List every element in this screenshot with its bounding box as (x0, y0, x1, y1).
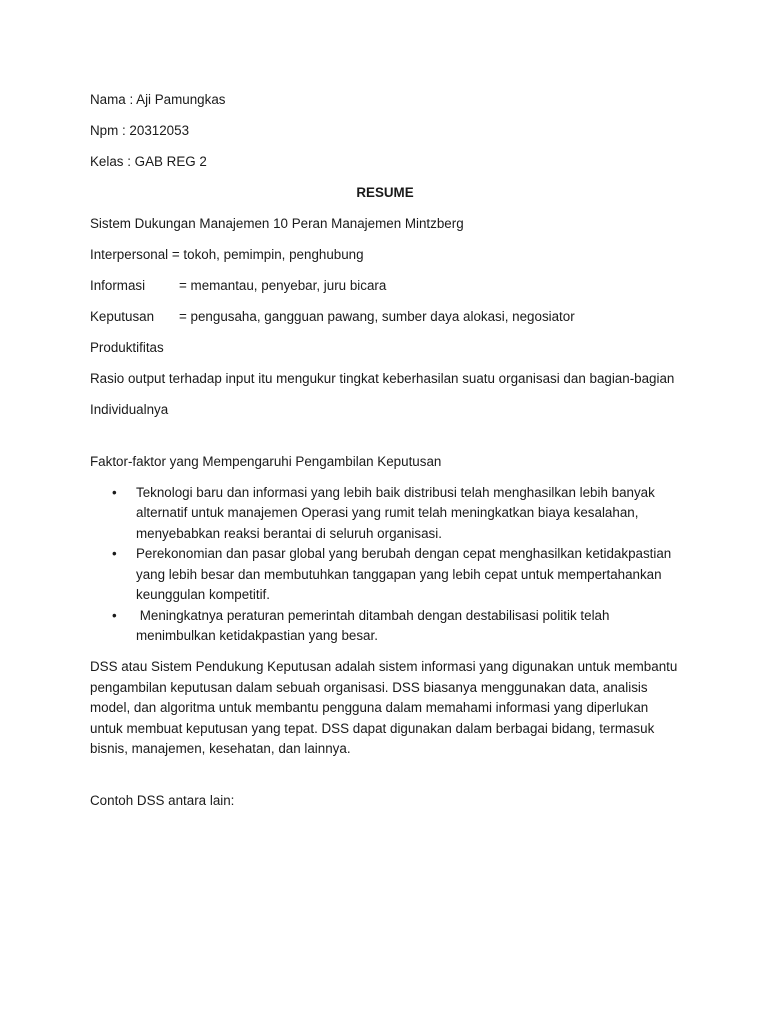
factor-item (90, 544, 680, 606)
bullet-icon: • (112, 484, 117, 500)
factor-item (90, 606, 680, 647)
role-row-keputusan (90, 307, 680, 328)
factor-text: Teknologi baru dan informasi yang lebih baik distribusi telah menghasilkan lebih banyak alternatif untuk manajemen Operasi yang rumit telah meningkatkan biaya kesalahan, menyebabkan reaksi berantai di seluruh organisasi. (136, 484, 655, 541)
bullet-icon: • (112, 546, 117, 561)
student-npm: Npm : 20312053 (90, 123, 190, 138)
examples-heading: Contoh DSS antara lain: (90, 792, 235, 808)
role-definition: = pengusaha, gangguan pawang, sumber daya alokasi, negosiator (179, 309, 575, 324)
spacer (90, 770, 680, 791)
document-title: RESUME (356, 185, 414, 200)
individual-line: Individualnya (90, 402, 169, 417)
factors-list (90, 483, 680, 647)
student-name: Nama : Aji Pamungkas (90, 92, 226, 107)
intro-line: Sistem Dukungan Manajemen 10 Peran Manajemen Mintzberg (90, 216, 464, 231)
dss-paragraph: DSS atau Sistem Pendukung Keputusan adalah sistem informasi yang digunakan untuk membantu pengambilan keputusan dalam sebuah organisasi. DSS biasanya menggunakan data, analisis model, dan algoritma untuk membantu pengguna dalam memahami informasi yang diperlukan untuk membuat keputusan yang tepat. DSS dapat digunakan dalam berbagai bidang, termasuk bisnis, manajemen, kesehatan, dan lainnya. (90, 659, 678, 756)
document-body (90, 90, 680, 822)
bullet-icon: • (112, 607, 117, 623)
student-class: Kelas : GAB REG 2 (90, 154, 207, 169)
role-row-informasi (90, 276, 680, 297)
factor-text: Meningkatnya peraturan pemerintah ditambah dengan destabilisasi politik telah menimbulkan ketidakpastian yang besar. (136, 607, 614, 643)
interpersonal-line: Interpersonal = tokoh, pemimpin, penghubung (90, 247, 364, 262)
factor-text: Perekonomian dan pasar global yang berubah dengan cepat menghasilkan ketidakpastian yang lebih besar dan membutuhkan tanggapan yang lebih cepat untuk mempertahankan keunggulan kompetitif. (136, 546, 672, 602)
role-term: Informasi (90, 278, 146, 293)
factors-heading: Faktor-faktor yang Mempengaruhi Pengambilan Keputusan (90, 453, 442, 469)
role-definition: = memantau, penyebar, juru bicara (179, 278, 387, 293)
role-term: Keputusan (90, 309, 155, 324)
produktifitas-heading: Produktifitas (90, 340, 164, 355)
produktifitas-text: Rasio output terhadap input itu mengukur tingkat keberhasilan suatu organisasi dan bagian-bagian (90, 371, 675, 386)
factor-item (90, 483, 680, 545)
spacer (90, 431, 680, 452)
